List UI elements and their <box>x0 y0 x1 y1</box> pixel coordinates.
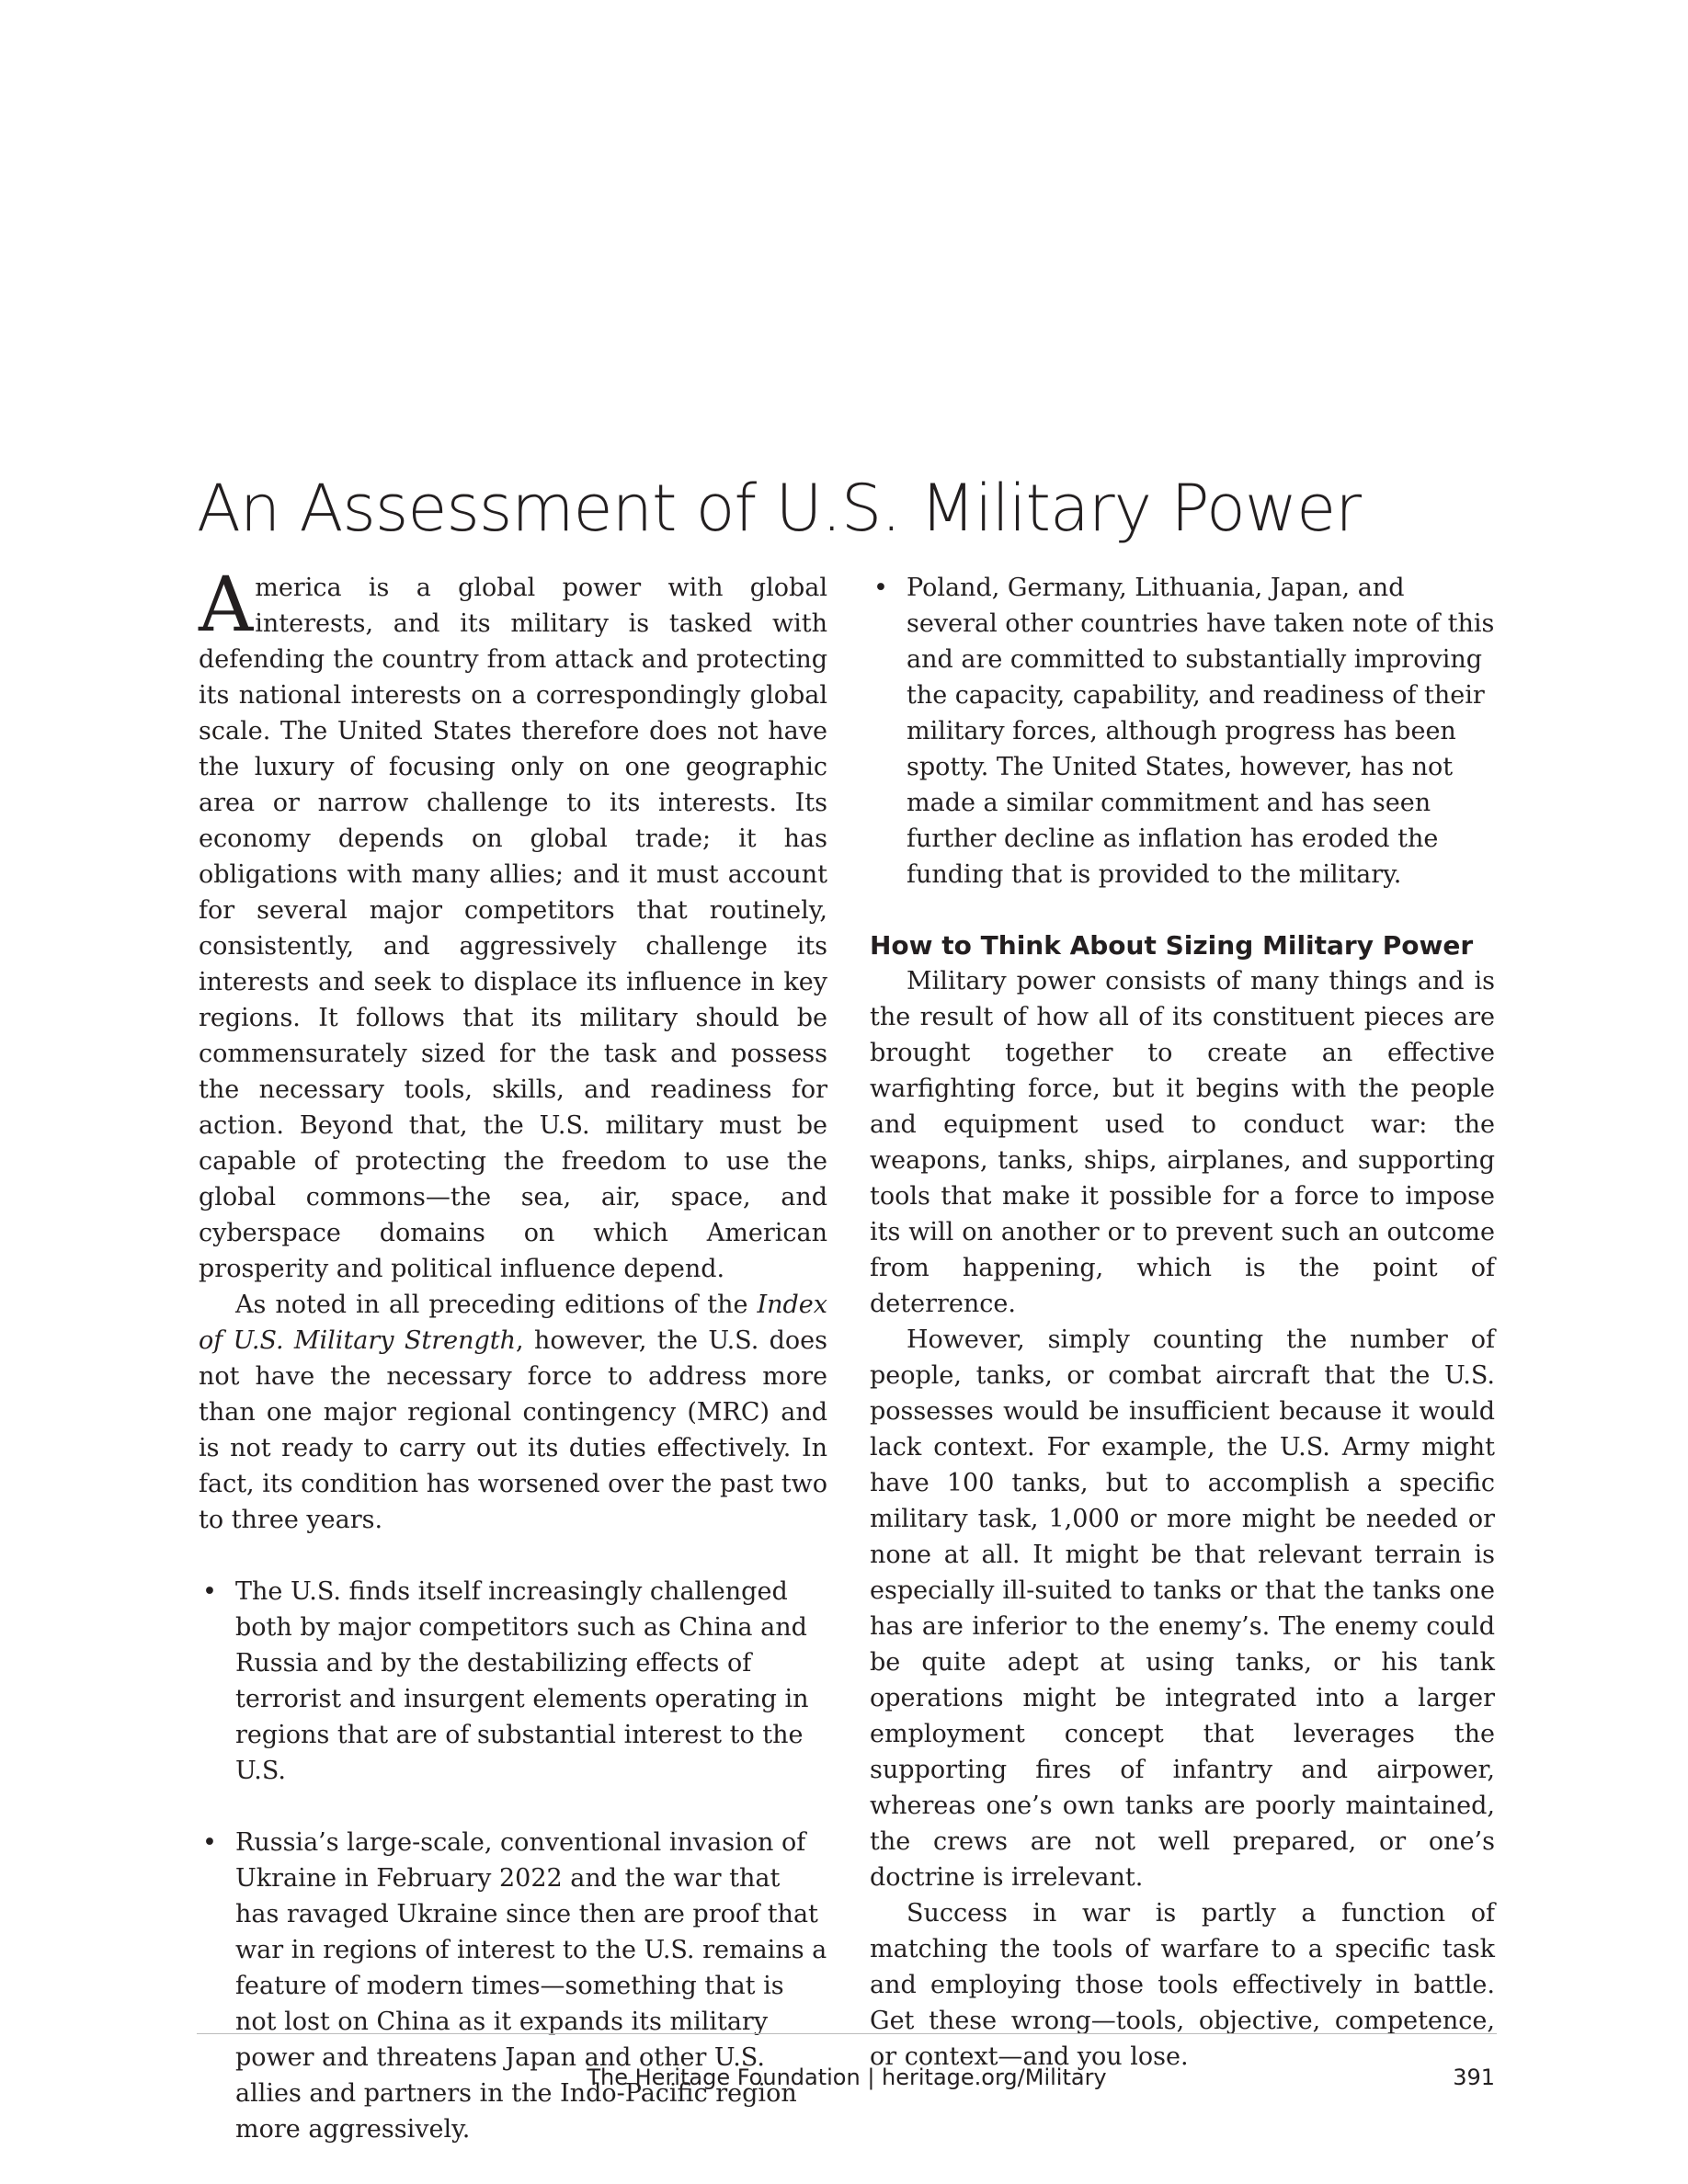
index-paragraph-rest: , however, the U.S. does not have the necessary force to address more than one major regional contingency (MRC) and is not ready to carry out its duties effectively. In fact, its condition has worsened over the past two to three years. <box>199 1326 827 1534</box>
bullet-text: Russia’s large-scale, conventional invasion of Ukraine in February 2022 and the war that has ravaged Ukraine since then are proof that war in regions of interest to the U.S. remains a feature of modern times—something that is not lost on China as it expands its military power and threatens Japan and other U.S. allies and partners in the Indo-Pacific region more aggressively. <box>235 1828 827 2144</box>
bullet-item <box>199 1574 827 1789</box>
right-column <box>870 570 1495 2075</box>
section-heading: How to Think About Sizing Military Power <box>870 930 1474 961</box>
footer-divider <box>197 2033 1497 2034</box>
index-title-italic: Index of U.S. Military Strength <box>199 1291 827 1355</box>
index-paragraph <box>199 1287 827 1538</box>
bullet-icon: • <box>202 1577 217 1606</box>
intro-paragraph <box>199 562 827 1287</box>
page-number: 391 <box>1453 2065 1495 2090</box>
left-bullet-list <box>199 1574 827 2147</box>
bullet-item <box>870 570 1495 893</box>
bullet-item <box>199 1825 827 2147</box>
bullet-text: Poland, Germany, Lithuania, Japan, and several other countries have taken note of this and are committed to substantially improving the capacity, capability, and readiness of their military forces, although progress has been spotty. The United States, however, has not made a similar commitment and has seen further decline as inflation has eroded the funding that is provided to the military. <box>907 574 1495 889</box>
bullet-icon: • <box>873 574 888 602</box>
page-title: An Assessment of U.S. Military Power <box>197 471 1361 546</box>
bullet-text: The U.S. finds itself increasingly challenged both by major competitors such as China and Russia and by the destabilizing effects of terrorist and insurgent elements operating in regions that are of substantial interest to the U.S. <box>235 1577 809 1785</box>
body-paragraph: Military power consists of many things and is the result of how all of its constituent pieces are brought together to create an effective warfighting force, but it begins with the people and equipment used to conduct war: the weapons, tanks, ships, airplanes, and supporting tools that make it possible for a force to impose its will on another or to prevent such an outcome from happening, which is the point of deterrence. <box>870 967 1495 1318</box>
drop-cap: A <box>199 562 254 649</box>
footer-text: The Heritage Foundation | heritage.org/Military <box>587 2065 1107 2090</box>
body-paragraph: However, simply counting the number of people, tanks, or combat aircraft that the U.S. possesses would be insufficient because it would lack context. For example, the U.S. Army might have 100 tanks, but to accomplish a specific military task, 1,000 or more might be needed or none at all. It might be that relevant terrain is especially ill-suited to tanks or that the tanks one has are inferior to the enemy’s. The enemy could be quite adept at using tanks, or his tank operations might be integrated into a larger employment concept that leverages the supporting fires of infantry and airpower, whereas one’s own tanks are poorly maintained, the crews are not well prepared, or one’s doctrine is irrelevant. <box>870 1325 1495 1892</box>
body-paragraph: Success in war is partly a function of matching the tools of warfare to a specific task and employing those tools effectively in battle. Get these wrong—tools, objective, competence, or context—and you lose. <box>870 1899 1495 2071</box>
bullet-icon: • <box>202 1828 217 1857</box>
index-paragraph-start: As noted in all preceding editions of the <box>235 1291 758 1319</box>
intro-paragraph-text: merica is a global power with global interests, and its military is tasked with defending the country from attack and protecting its national interests on a correspondingly global scale. The United States therefore does not have the luxury of focusing only on one geographic area or narrow challenge to its interests. Its economy depends on global trade; it has obligations with many allies; and it must account for several major competitors that routinely, consistently, and aggressively challenge its interests and seek to displace its influence in key regions. It follows that its military should be commensurately sized for the task and possess the necessary tools, skills, and readiness for action. Beyond that, the U.S. military must be capable of protecting the freedom to use the global commons—the sea, air, space, and cyberspace domains on which American prosperity and political influence depend. <box>199 574 827 1283</box>
left-column <box>199 562 827 2147</box>
right-bullet-list <box>870 570 1495 893</box>
